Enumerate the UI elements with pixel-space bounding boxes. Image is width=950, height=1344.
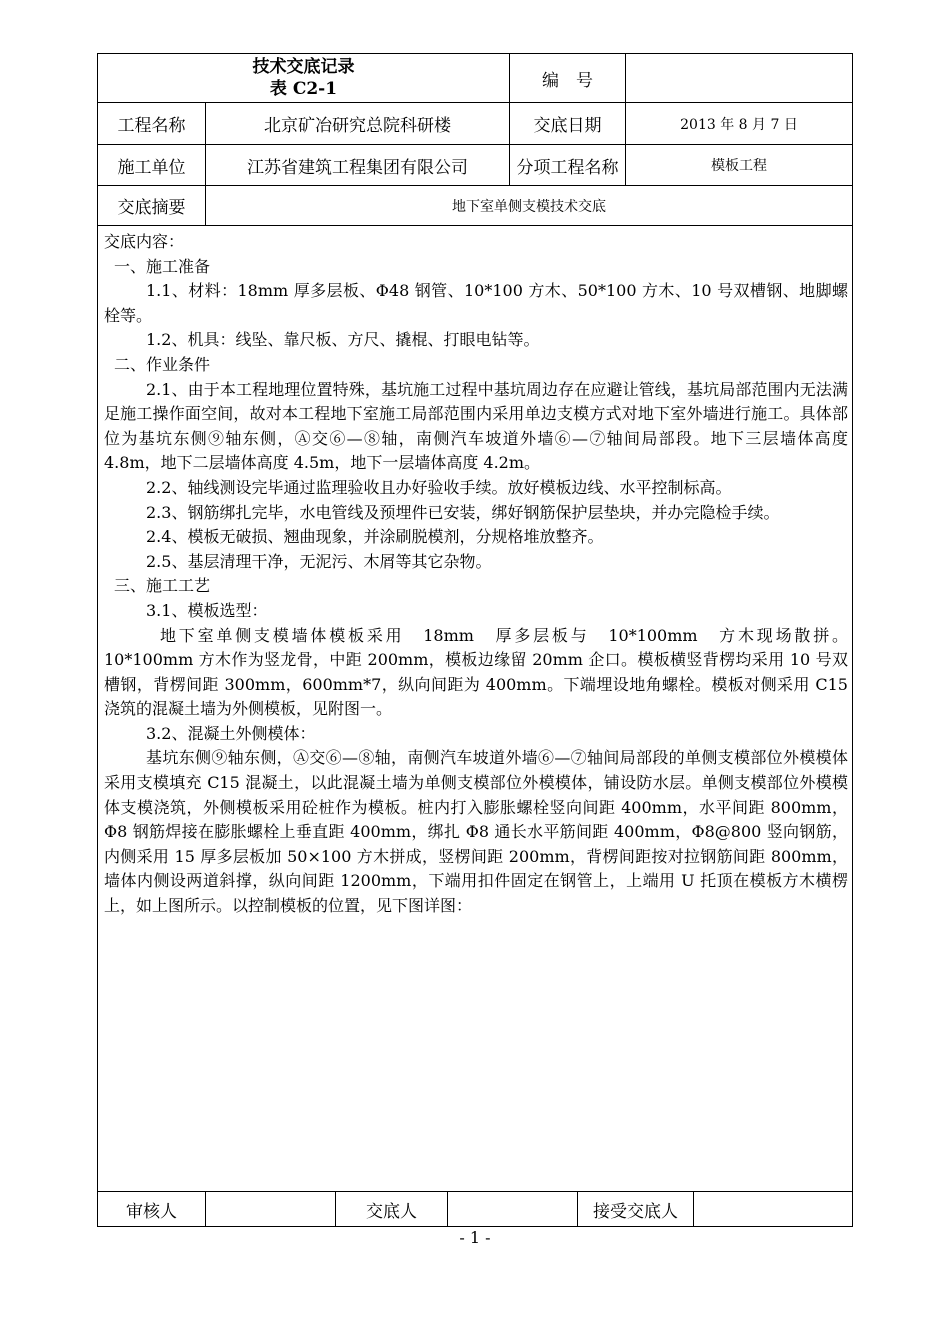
discloser-label: 交底人 bbox=[336, 1192, 448, 1226]
date-value: 2013 年 8 月 7 日 bbox=[680, 116, 798, 133]
discloser-value bbox=[448, 1192, 578, 1226]
title-row bbox=[98, 54, 852, 103]
section-heading: 一、施工准备 bbox=[114, 256, 211, 276]
project-row bbox=[98, 103, 852, 145]
form-number: 表 C2-1 bbox=[269, 79, 338, 99]
content-heading: 交底内容： bbox=[104, 232, 185, 251]
disclosure-form bbox=[97, 53, 853, 1227]
subproject-label: 分项工程名称 bbox=[510, 145, 626, 185]
disclosure-content bbox=[104, 230, 848, 919]
receiver-value bbox=[694, 1192, 852, 1226]
contractor: 江苏省建筑工程集团有限公司 bbox=[206, 145, 510, 185]
paragraph: 3.2、混凝土外侧模体： bbox=[146, 723, 316, 743]
contractor-row bbox=[98, 145, 852, 186]
paragraph: 2.2、轴线测设完毕通过监理验收且办好验收手续。放好模板边线、水平控制标高。 bbox=[146, 477, 732, 497]
contractor-label: 施工单位 bbox=[98, 145, 206, 185]
paragraph: 3.1、模板选型： bbox=[146, 600, 268, 620]
paragraph: 地下室单侧支模墙体模板采用 18mm 厚多层板与 10*100mm 方木现场散拼。10*100mm 方木作为竖龙骨，中距 200mm，模板边缘留 20mm 企口。模板横竖背楞均采用 10 号双槽钢，背楞间距 300mm，600mm*7，纵向间距为 400mm。下端埋设地角螺栓。模板对侧采用 C15 浇筑的混凝土墙为外侧模板，见附图一。 bbox=[104, 625, 848, 719]
paragraph: 2.1、由于本工程地理位置特殊，基坑施工过程中基坑周边存在应避让管线，基坑局部范围内无法满足施工操作面空间，故对本工程地下室施工局部范围内采用单边支模方式对地下室外墙进行施工。具体部位为基坑东侧⑨轴东侧，Ⓐ交⑥—⑧轴，南侧汽车坡道外墙⑥—⑦轴间局部段。地下三层墙体高度 4.8m，地下二层墙体高度 4.5m，地下一层墙体高度 4.2m。 bbox=[104, 379, 848, 473]
paragraph: 2.5、基层清理干净，无泥污、木屑等其它杂物。 bbox=[146, 551, 492, 571]
form-title: 技术交底记录 bbox=[252, 57, 355, 77]
date-label: 交底日期 bbox=[510, 103, 626, 144]
number-value bbox=[626, 54, 852, 102]
form-title-cell bbox=[98, 54, 510, 102]
subproject: 模板工程 bbox=[711, 158, 767, 174]
number-label: 编 号 bbox=[510, 54, 626, 102]
project-name-label: 工程名称 bbox=[98, 103, 206, 144]
reviewer-label: 审核人 bbox=[98, 1192, 206, 1226]
section-heading: 三、施工工艺 bbox=[114, 576, 211, 596]
page-number: - 1 - bbox=[459, 1228, 491, 1247]
paragraph: 2.4、模板无破损、翘曲现象，并涂刷脱模剂，分规格堆放整齐。 bbox=[146, 527, 604, 547]
summary: 地下室单侧支模技术交底 bbox=[452, 198, 606, 215]
section-heading: 二、作业条件 bbox=[114, 354, 211, 374]
receiver-label: 接受交底人 bbox=[578, 1192, 694, 1226]
paragraph: 1.1、材料：18mm 厚多层板、Φ48 钢管、10*100 方木、50*100 方木、10 号双槽钢、地脚螺栓等。 bbox=[104, 281, 848, 325]
paragraph: 2.3、钢筋绑扎完毕，水电管线及预埋件已安装，绑好钢筋保护层垫块，并办完隐检手续。 bbox=[146, 502, 780, 522]
signature-row bbox=[98, 1191, 852, 1226]
summary-label: 交底摘要 bbox=[98, 186, 206, 225]
paragraph: 1.2、机具：线坠、靠尺板、方尺、撬棍、打眼电钻等。 bbox=[146, 330, 540, 350]
summary-row bbox=[98, 186, 852, 226]
reviewer-value bbox=[206, 1192, 336, 1226]
project-name: 北京矿冶研究总院科研楼 bbox=[206, 103, 510, 144]
paragraph: 基坑东侧⑨轴东侧，Ⓐ交⑥—⑧轴，南侧汽车坡道外墙⑥—⑦轴间局部段的单侧支模部位外模模体采用支模填充 C15 混凝土，以此混凝土墙为单侧支模部位外模模体，铺设防水层。单侧支模部位外模模体支模浇筑，外侧模板采用砼桩作为模板。桩内打入膨胀螺栓竖向间距 400mm，水平间距 800mm，Φ8 钢筋焊接在膨胀螺栓上垂直距 400mm，绑扎 Φ8 通长水平筋间距 400mm，Φ8@800 竖向钢筋，内侧采用 15 厚多层板加 50×100 方木拼成，竖楞间距 200mm，背楞间距按对拉钢筋间距 800mm，墙体内侧设两道斜撑，纵向间距 1200mm，下端用扣件固定在钢管上，上端用 U 托顶在模板方木横楞上，如上图所示。以控制模板的位置，见下图详图： bbox=[104, 748, 848, 916]
